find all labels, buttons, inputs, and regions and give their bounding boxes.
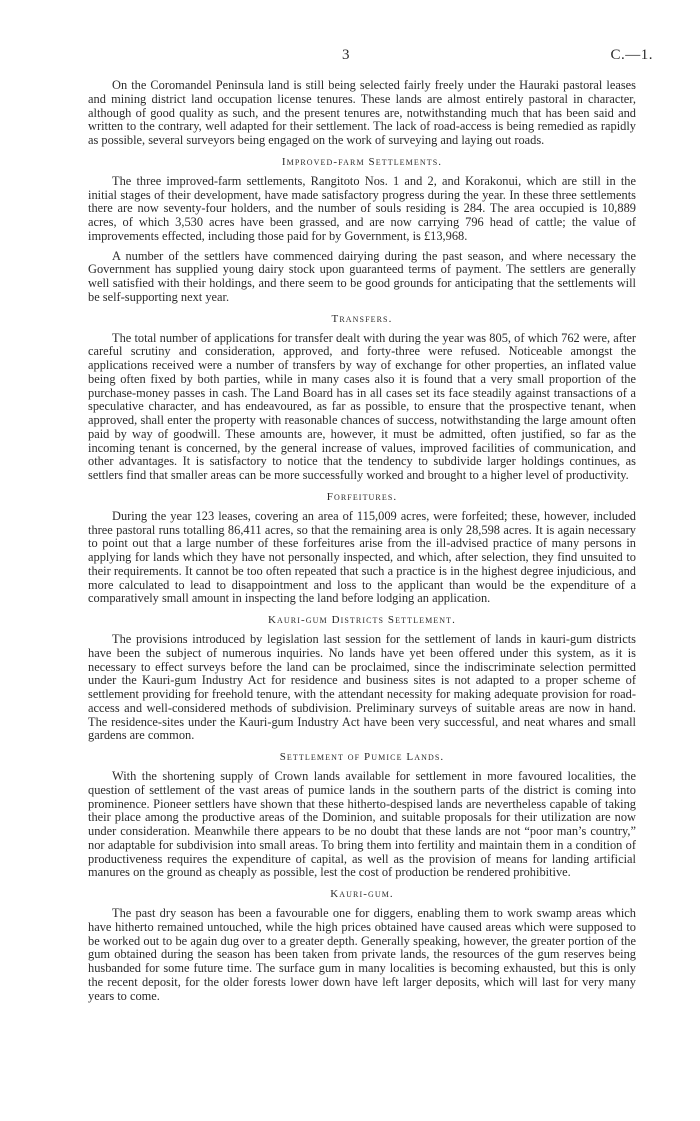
section-heading: Settlement of Pumice Lands. <box>279 751 445 763</box>
paragraph: The total number of applications for transfer dealt with during the year was 805, of which 762 were, after careful scrutiny and consideration, approved, and forty-three were refused. Noticeable amongst the applications received were a number of transfers by way of exchange for other properties, an inflated value being often fixed by both parties, while in many cases also it is found that a very small proportion of the purchase-money passes in cash. The Land Board has in all cases set its face steadily against transactions of a speculative character, and has endeavoured, as far as possible, to ensure that the prospective tenant, when approved, shall enter the property with reasonable chances of success, notwithstanding the large amount often paid by way of goodwill. These amounts are, however, it must be admitted, often justified, so far as the incoming tenant is concerned, by the general increase of values, improved facilities of communication, and other advantages. It is satisfactory to notice that the tendency to subdivide larger holdings continues, as settlers find that smaller areas can be more successfully worked and brought to a higher level of productivity. <box>88 330 636 482</box>
section-heading: Forfeitures. <box>326 490 398 503</box>
paragraph: The past dry season has been a favourable one for diggers, enabling them to work swamp areas which have hitherto remained untouched, while the high prices obtained have caused areas which were supposed to be worked out to be again dug over to a greater depth. Generally speaking, however, the greater portion of the gum obtained during the season has been taken from private lands, the resources of the gum reserves being husbanded for some future time. The surface gum in many localities is becoming exhausted, but this is only the recent deposit, for the older forests lower down have left larger deposits, which will last for very many years to come. <box>88 906 636 1003</box>
page-header <box>0 47 700 67</box>
section-settlement-of-pumice-lands <box>88 751 636 880</box>
section-forfeitures <box>88 491 636 606</box>
paragraph: With the shortening supply of Crown lands available for settlement in more favoured localities, the question of settlement of the vast areas of pumice lands in the southern parts of the district is coming into prominence. Pioneer settlers have shown that these hitherto-despised lands are nevertheless capable of taking their place among the productive areas of the Dominion, and suitable proposals for their utilization are now under consideration. Meanwhile there appears to be no doubt that these lands are not “poor man’s country,” nor adaptable for subdivision into small areas. To bring them into fertility and maintain them in a condition of productiveness requires the expenditure of capital, as well as the provision of means for landing artificial manures on the ground as cheaply as possible, lest the cost of production be rendered prohibitive. <box>88 769 636 880</box>
paragraph: The provisions introduced by legislation last session for the settlement of lands in kauri-gum districts have been the subject of numerous inquiries. No lands have yet been offered under this system, as it is necessary to effect surveys before the land can be proclaimed, since the indiscriminate selection permitted under the Kauri-gum Industry Act for residence and business sites is not adapted to a proper scheme of settlement providing for freehold tenure, with the attendant necessity for making adequate provision for road-access and well-considered methods of subdivision. Preliminary surveys of suitable areas are now in hand. The residence-sites under the Kauri-gum Industry Act have been very successful, and neat whares and small gardens are common. <box>88 632 636 743</box>
section-heading: Kauri-gum Districts Settlement. <box>267 614 456 626</box>
document-reference: C.—1. <box>610 47 653 63</box>
page-number: 3 <box>342 47 350 63</box>
section-kauri-gum-districts-settlement <box>88 614 636 743</box>
intro-paragraph: On the Coromandel Peninsula land is still being selected fairly freely under the Hauraki pastoral leases and mining district land occupation license tenures. These lands are almost entirely pastoral in character, although of good quality as such, and the present tenures are, notwithstanding much that has been said and written to the contrary, well adapted for their settlement. The lack of road-access is being remedied as rapidly as possible, several surveyors being engaged on the work of surveying and laying out roads. <box>88 78 636 147</box>
section-kauri-gum <box>88 888 636 1003</box>
section-heading: Transfers. <box>331 312 393 325</box>
paragraph: The three improved-farm settlements, Rangitoto Nos. 1 and 2, and Korakonui, which are still in the initial stages of their development, have made satisfactory progress during the year. In these three settlements there are now seventy-four holders, and the number of souls residing is 284. The area occupied is 10,889 acres, of which 3,530 acres have been grassed, and are now carrying 796 head of cattle; the value of improvements effected, including those paid for by Government, is £13,968. <box>88 173 636 243</box>
paragraph: A number of the settlers have commenced dairying during the past season, and where necessary the Government has supplied young dairy stock upon guaranteed terms of payment. The settlers are generally well satisfied with their holdings, and there seem to be good grounds for anticipating that the settlements will be self-supporting next year. <box>88 248 636 304</box>
body-text <box>88 79 636 1009</box>
section-heading: Improved-farm Settlements. <box>281 155 443 168</box>
section-improved-farm-settlements <box>88 156 636 305</box>
section-heading: Kauri-gum. <box>330 888 394 900</box>
paragraph: During the year 123 leases, covering an area of 115,009 acres, were forfeited; these, however, included three pastoral runs totalling 86,411 acres, so that the remaining area is only 28,598 acres. It is again necessary to point out that a large number of these forfeitures arise from the ill-advised practice of many persons in applying for lands which they have not personally inspected, and which, after selection, they find unsuited to their requirements. It cannot be too often repeated that such a practice is in the highest degree injudicious, and more calculated to lead to disappointment and loss to the applicant than would be the expenditure of a comparatively small amount in inspecting the land before lodging an application. <box>88 508 636 606</box>
section-transfers <box>88 313 636 483</box>
